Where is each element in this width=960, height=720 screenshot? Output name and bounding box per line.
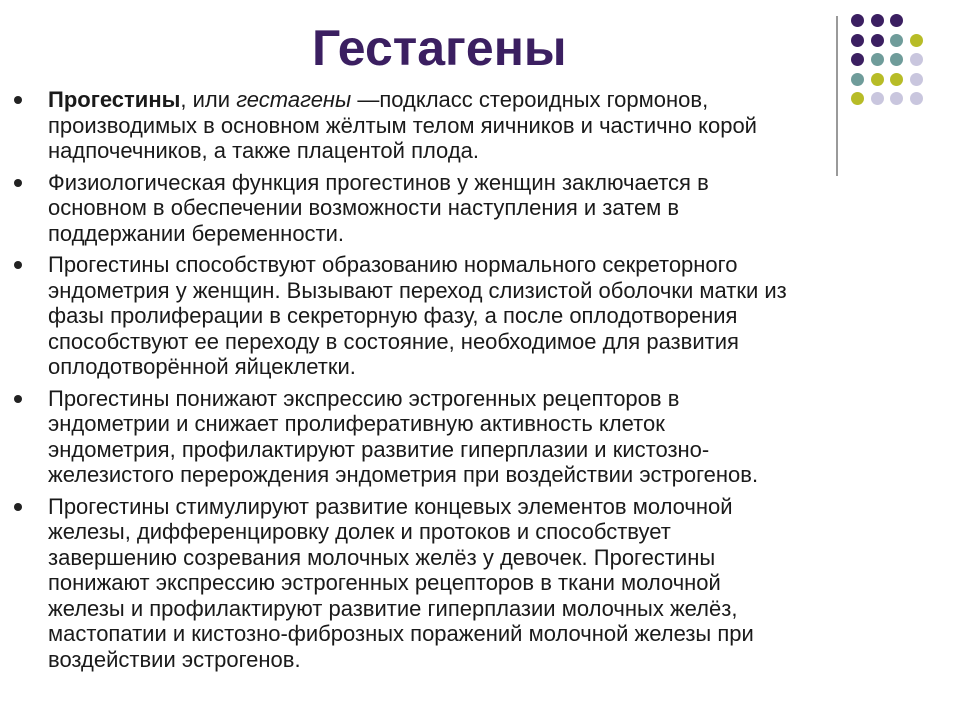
decorative-dot — [890, 73, 903, 86]
bullet-list — [12, 87, 912, 678]
decorative-dot — [890, 14, 903, 27]
decorative-dot — [890, 53, 903, 66]
bullet-line: способствуют ее переходу в состояние, необходимое для развития — [48, 328, 739, 354]
decorative-dot — [851, 73, 864, 86]
decorative-dot — [871, 73, 884, 86]
decorative-dot — [910, 73, 923, 86]
decorative-dot — [871, 34, 884, 47]
bullet-marker — [14, 261, 22, 269]
decorative-dot — [910, 34, 923, 47]
decorative-dot — [851, 53, 864, 66]
decorative-dot — [910, 53, 923, 66]
bullet-item-4 — [12, 386, 912, 488]
bullet-line: эндометрия у женщин. Вызывают переход слизистой оболочки матки из — [48, 277, 787, 303]
bullet-line: поддержании беременности. — [48, 220, 345, 246]
decorative-dot — [851, 14, 864, 27]
bullet-line: фазы пролиферации в секреторную фазу, а после оплодотворения — [48, 303, 738, 328]
bullet-text — [48, 170, 912, 247]
bullet-marker — [14, 179, 22, 187]
bullet-line: железы, дифференцировку долек и протоков и способствует — [48, 519, 671, 544]
bullet-line: эндометрии и снижает пролиферативную активность клеток — [48, 411, 665, 436]
bullet-marker — [14, 395, 22, 403]
bullet-line: Прогестины стимулируют развитие концевых элементов молочной — [48, 493, 733, 519]
term-bold: Прогестины — [48, 87, 181, 112]
decorative-dot — [871, 53, 884, 66]
bullet-line: производимых в основном жёлтым телом яичников и частично корой — [48, 112, 757, 138]
bullet-line: Прогестины способствуют образованию нормального секреторного — [48, 252, 738, 277]
decorative-dot — [851, 34, 864, 47]
bullet-line: основном в обеспечении возможности наступления и затем в — [48, 195, 680, 220]
decorative-dot — [871, 14, 884, 27]
slide-title: Гестагены — [312, 20, 567, 76]
bullet-line: мастопатии и кистозно-фиброзных поражений молочной железы при — [48, 621, 754, 646]
bullet-item-3 — [12, 252, 912, 380]
bullet-text — [48, 494, 912, 673]
decorative-dot — [890, 34, 903, 47]
bullet-line: воздействии эстрогенов. — [48, 646, 301, 672]
bullet-line: железы и профилактируют развитие гиперплазии молочных желёз, — [48, 595, 738, 621]
bullet-line: Физиологическая функция прогестинов у женщин заключается в — [48, 169, 709, 195]
bullet-text — [48, 252, 912, 380]
bullet-text — [48, 386, 912, 488]
bullet-line: оплодотворённой яйцеклетки. — [48, 354, 356, 379]
term-italic: гестагены — [236, 87, 352, 112]
bullet-line: понижают экспрессию эстрогенных рецепторов в ткани молочной — [48, 570, 721, 595]
bullet-line: надпочечников, а также плацентой плода. — [48, 138, 479, 163]
bullet-text — [48, 87, 912, 164]
bullet-marker — [14, 96, 22, 104]
bullet-line: завершению созревания молочных желёз у девочек. Прогестины — [48, 544, 716, 570]
bullet-line: Прогестины понижают экспрессию эстрогенных рецепторов в — [48, 385, 680, 411]
bullet-item-1 — [12, 87, 912, 164]
bullet-marker — [14, 503, 22, 511]
term-connector: , или — [180, 87, 237, 112]
bullet-item-2 — [12, 170, 912, 247]
bullet-line — [48, 87, 912, 113]
term-definition: —подкласс стероидных гормонов, — [351, 87, 709, 112]
bullet-item-5 — [12, 494, 912, 673]
bullet-line: эндометрия, профилактируют развитие гиперплазии и кистозно- — [48, 436, 710, 462]
bullet-line: железистого перерождения эндометрия при воздействии эстрогенов. — [48, 462, 759, 487]
